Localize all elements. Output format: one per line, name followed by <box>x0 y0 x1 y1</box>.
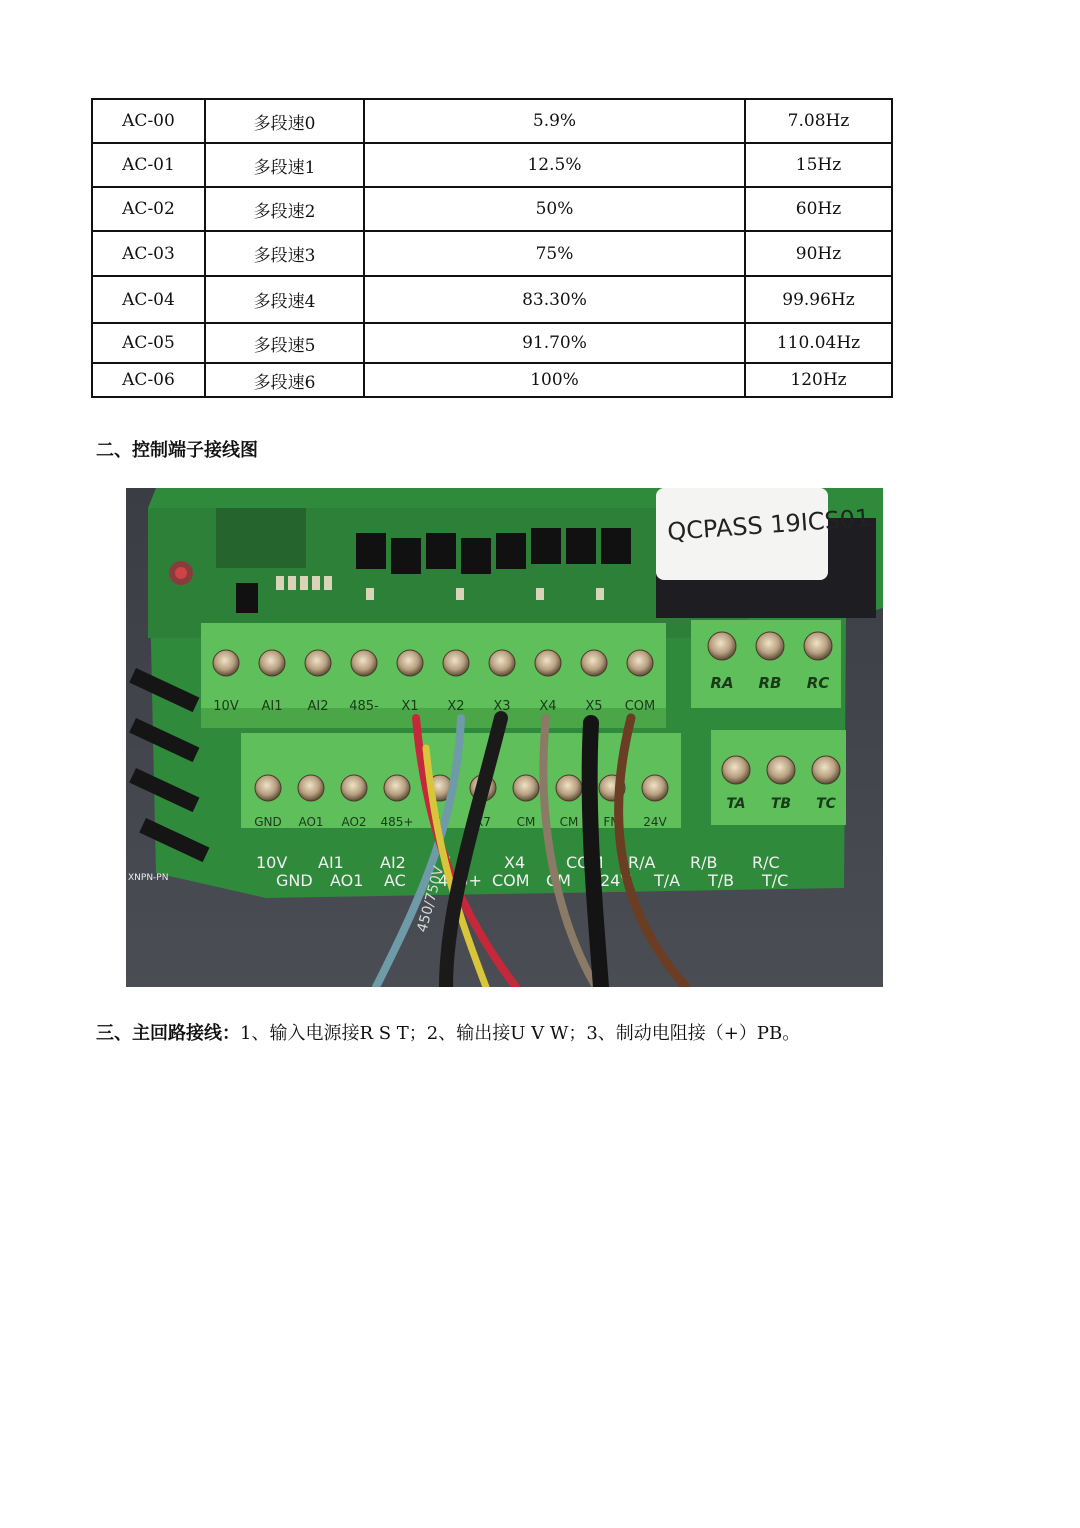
relay-bottom-screw <box>767 756 795 784</box>
top-terminal-label: 485- <box>349 699 379 714</box>
section3-text: 1、输入电源接R S T；2、输出接U V W；3、制动电阻接（+）PB。 <box>240 1023 801 1044</box>
silkscreen-label: AO1 <box>330 871 364 890</box>
top-terminal-label: X5 <box>585 699 603 714</box>
cell-freq: 99.96Hz <box>745 276 892 323</box>
bottom-terminal-screw <box>384 775 410 801</box>
bottom-terminal-screw <box>341 775 367 801</box>
top-terminal-screw <box>351 650 377 676</box>
bottom-terminal-screw <box>513 775 539 801</box>
cell-freq: 120Hz <box>745 363 892 397</box>
relay-top-label: RC <box>806 674 830 692</box>
relay-bottom-label: TA <box>726 796 746 812</box>
silkscreen-label: 4 <box>442 853 453 872</box>
relay-bottom-label: TC <box>816 796 836 812</box>
cell-code: AC-01 <box>92 143 205 187</box>
cell-name: 多段速4 <box>205 276 364 323</box>
cell-freq: 110.04Hz <box>745 323 892 363</box>
bottom-terminal-label: AO2 <box>341 815 367 829</box>
main-circuit-wiring <box>96 1019 800 1045</box>
table-row <box>92 187 892 231</box>
silkscreen-label: COM <box>492 871 530 890</box>
control-terminal-photo <box>126 488 883 987</box>
bottom-terminal-screw <box>642 775 668 801</box>
relay-top-screw <box>708 632 736 660</box>
multi-speed-table <box>91 98 893 398</box>
top-terminal-label: COM <box>624 699 656 714</box>
silkscreen-label: GND <box>276 871 313 890</box>
top-terminal-screw <box>581 650 607 676</box>
relay-bottom-label: TB <box>770 796 792 812</box>
top-terminal-label: 10V <box>213 699 239 714</box>
svg-text:QCPASS 19ICS01: QCPASS 19ICS01 <box>666 503 872 546</box>
cell-percent: 75% <box>364 231 745 276</box>
top-terminal-label: AI2 <box>307 699 329 714</box>
silkscreen-label: R/C <box>752 853 780 872</box>
section2-heading: 二、控制端子接线图 <box>96 440 258 461</box>
table-row <box>92 99 892 143</box>
top-terminal-screw <box>443 650 469 676</box>
bottom-terminal-screw <box>255 775 281 801</box>
table-row <box>92 276 892 323</box>
relay-bottom-screw <box>812 756 840 784</box>
relay-top-screw <box>804 632 832 660</box>
cell-name: 多段速1 <box>205 143 364 187</box>
cell-percent: 91.70% <box>364 323 745 363</box>
silkscreen-label: T/C <box>762 871 789 890</box>
cell-name: 多段速3 <box>205 231 364 276</box>
top-terminal-screw <box>489 650 515 676</box>
cell-freq: 7.08Hz <box>745 99 892 143</box>
cell-name: 多段速6 <box>205 363 364 397</box>
silkscreen-label: AI2 <box>380 853 406 872</box>
bottom-terminal-label: AO1 <box>298 815 324 829</box>
top-terminal-label: X1 <box>401 699 419 714</box>
silkscreen-label: 485+ <box>438 871 482 890</box>
top-terminal-label: X4 <box>539 699 557 714</box>
cell-name: 多段速5 <box>205 323 364 363</box>
svg-text:450/750V: 450/750V <box>414 864 448 935</box>
cell-percent: 5.9% <box>364 99 745 143</box>
cell-percent: 100% <box>364 363 745 397</box>
relay-top-screw <box>756 632 784 660</box>
silkscreen-label: T/A <box>654 871 681 890</box>
top-terminal-screw <box>535 650 561 676</box>
bottom-terminal-screw <box>298 775 324 801</box>
cell-freq: 90Hz <box>745 231 892 276</box>
relay-top-label: RA <box>710 674 734 692</box>
top-terminal-screw <box>213 650 239 676</box>
cell-freq: 60Hz <box>745 187 892 231</box>
relay-top-label: RB <box>758 674 782 692</box>
table-row <box>92 143 892 187</box>
silkscreen-label: X4 <box>504 853 526 872</box>
section3-heading: 三、主回路接线： <box>96 1023 240 1044</box>
cell-percent: 12.5% <box>364 143 745 187</box>
silkscreen-label: R/A <box>628 853 656 872</box>
table-row <box>92 231 892 276</box>
silkscreen-label: 10V <box>256 853 288 872</box>
cell-name: 多段速0 <box>205 99 364 143</box>
cell-freq: 15Hz <box>745 143 892 187</box>
silkscreen-label: COM <box>566 853 604 872</box>
bottom-terminal-label: 485+ <box>380 815 414 829</box>
silkscreen-label: R/B <box>690 853 718 872</box>
bottom-terminal-screw <box>556 775 582 801</box>
bottom-terminal-label: GND <box>254 815 282 829</box>
top-terminal-screw <box>397 650 423 676</box>
top-terminal-label: AI1 <box>261 699 283 714</box>
top-terminal-screw <box>259 650 285 676</box>
silkscreen-label: CM <box>546 871 571 890</box>
bottom-terminal-label: FM <box>603 815 621 829</box>
relay-bottom-screw <box>722 756 750 784</box>
cell-code: AC-02 <box>92 187 205 231</box>
table-row <box>92 363 892 397</box>
cell-code: AC-03 <box>92 231 205 276</box>
cell-code: AC-06 <box>92 363 205 397</box>
top-terminal-label: X3 <box>493 699 511 714</box>
top-terminal-label: X2 <box>447 699 465 714</box>
cell-name: 多段速2 <box>205 187 364 231</box>
cell-percent: 50% <box>364 187 745 231</box>
silkscreen-label: T/B <box>708 871 735 890</box>
silkscreen-label: AC <box>384 871 406 890</box>
bottom-terminal-label: 24V <box>643 815 667 829</box>
cell-code: AC-00 <box>92 99 205 143</box>
top-terminal-screw <box>627 650 653 676</box>
silkscreen-label: AI1 <box>318 853 344 872</box>
cell-code: AC-05 <box>92 323 205 363</box>
bottom-terminal-label: CM <box>559 815 579 829</box>
cell-percent: 83.30% <box>364 276 745 323</box>
top-terminal-screw <box>305 650 331 676</box>
bottom-terminal-label: CM <box>516 815 536 829</box>
svg-text:XNPN-PN: XNPN-PN <box>128 873 169 883</box>
cell-code: AC-04 <box>92 276 205 323</box>
bottom-terminal-label: X7 <box>475 815 491 829</box>
table-row <box>92 323 892 363</box>
silkscreen-label: 24V <box>600 871 632 890</box>
bottom-terminal-label: X6 <box>432 815 448 829</box>
